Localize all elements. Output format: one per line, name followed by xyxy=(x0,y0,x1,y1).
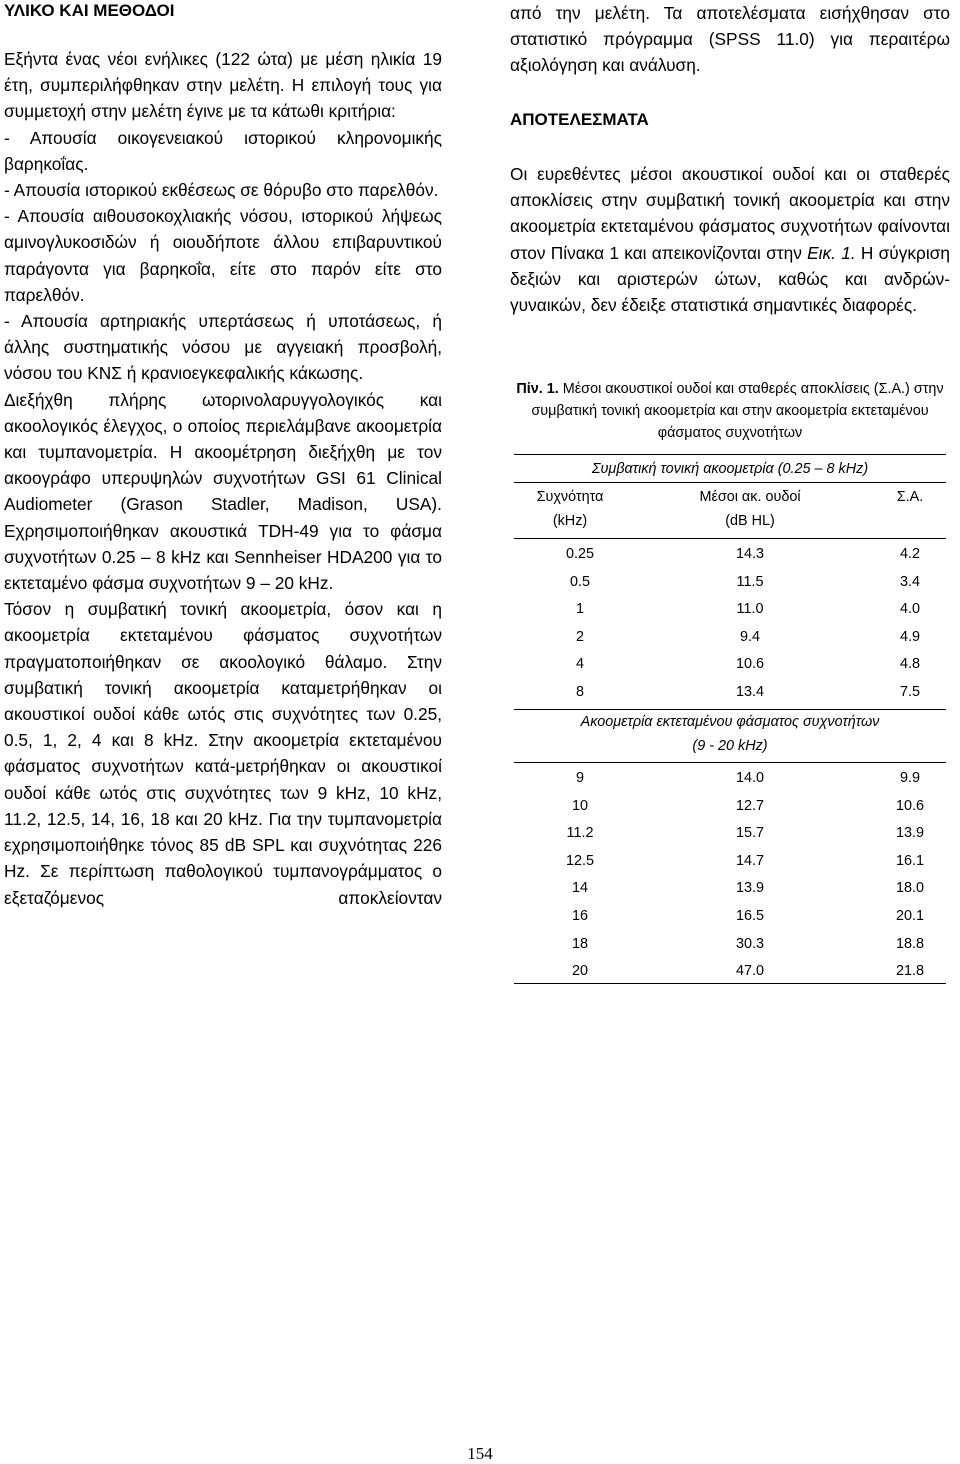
header-line: (dB HL) xyxy=(725,513,775,529)
frequency-cell: 9 xyxy=(575,770,584,786)
mean-threshold-cell: 47.0 xyxy=(735,963,764,980)
mean-threshold-cell: 14.0 xyxy=(735,770,764,786)
methods-paragraph: Διεξήχθη πλήρης ωτορινολαρυγγολογικός και ακοολογικός έλεγχος, ο οποίος περιελάμβανε ακοομετρία και τυμπανομετρία. Η ακοομέτρηση διεξήχθη με τον ακοογράφο υπερυψηλών συχνοτήτων GSI 61 Clinical Audiometer (Grason Stadler, Madison, USA). Εχρησιμοποιήθηκαν ακουστικά TDH-49 για το φάσμα συχνοτήτων 0.25 – 8 kHz και Sennheiser HDA200 για το εκτεταμένο φάσμα συχνοτήτων 9 – 20 kHz. xyxy=(4,389,442,594)
sd-cell: 7.5 xyxy=(899,684,920,700)
table-section-label-extended-range: (9 - 20 kHz) xyxy=(692,738,768,754)
table-caption-label: Πίν. 1. xyxy=(516,381,559,397)
table-rule xyxy=(514,538,946,539)
sd-cell: 18.8 xyxy=(895,935,924,952)
mean-threshold-cell: 12.7 xyxy=(735,797,764,814)
mean-threshold-cell: 13.9 xyxy=(735,880,764,897)
sd-cell: 4.8 xyxy=(899,656,920,673)
figure-reference: Εικ. 1. xyxy=(807,242,856,263)
sd-cell: 4.2 xyxy=(899,546,920,562)
sd-cell: 10.6 xyxy=(895,797,924,814)
frequency-cell: 0.25 xyxy=(565,546,594,562)
table-rule xyxy=(514,482,946,483)
continuation-text: από την μελέτη. Τα αποτελέσματα εισήχθησαν στο στατιστικό πρόγραμμα (SPSS 11.0) για περαιτέρω αξιολόγηση και ανάλυση. xyxy=(510,3,950,76)
frequency-cell: 4 xyxy=(575,656,584,673)
mean-threshold-cell: 9.4 xyxy=(739,628,760,645)
methods-paragraph: Εξήντα ένας νέοι ενήλικες (122 ώτα) με μέση ηλικία 19 έτη, συμπεριλήφθηκαν στην μελέτη. Η επιλογή τους για συμμετοχή στην μελέτη έγινε με τα κάτωθι κριτήρια: xyxy=(4,49,442,122)
sd-cell: 9.9 xyxy=(899,770,920,786)
mean-threshold-cell: 16.5 xyxy=(735,908,764,924)
mean-threshold-cell: 13.4 xyxy=(735,684,764,700)
frequency-cell: 0.5 xyxy=(569,573,590,590)
methods-body xyxy=(4,46,442,911)
sd-cell: 3.4 xyxy=(899,573,920,590)
sd-cell: 4.9 xyxy=(899,628,920,645)
mean-threshold-cell: 14.3 xyxy=(735,546,764,562)
results-paragraph xyxy=(510,161,950,318)
mean-threshold-cell: 30.3 xyxy=(735,935,764,952)
mean-threshold-cell: 11.5 xyxy=(736,573,764,590)
frequency-cell: 18 xyxy=(571,935,588,952)
page-number: 154 xyxy=(467,1444,493,1463)
section-title-methods: ΥΛΙΚΟ ΚΑΙ ΜΕΘΟΔΟΙ xyxy=(4,1,175,20)
frequency-cell: 11.2 xyxy=(566,825,594,842)
criterion-item: - Απουσία αιθουσοκοχλιακής νόσου, ιστορικού λήψεως αμινογλυκοσιδών ή οιουδήποτε άλλου επιβαρυντικού παράγοντα για βαρηκοΐα, είτε στο παρόν είτε στο παρελθόν. xyxy=(4,206,442,305)
table-section-label-conventional: Συμβατική τονική ακοομετρία (0.25 – 8 kHz) xyxy=(591,461,869,477)
table-rule xyxy=(514,709,946,710)
frequency-cell: 2 xyxy=(575,628,584,645)
table-header-sd: Σ.Α. xyxy=(896,489,924,505)
criterion-item: - Απουσία αρτηριακής υπερτάσεως ή υποτάσεως, ή άλλης συστηματικής νόσου με αγγειακή προσβολή, νόσου του ΚΝΣ ή κρανιοεγκεφαλικής κάκωσης. xyxy=(4,311,442,384)
frequency-cell: 20 xyxy=(571,963,588,980)
frequency-cell: 8 xyxy=(575,684,584,700)
mean-threshold-cell: 15.7 xyxy=(735,825,764,842)
table-rule-top xyxy=(514,454,946,455)
results-text-a: Οι ευρεθέντες μέσοι ακουστικοί ουδοί και οι σταθερές αποκλίσεις στην συμβατική τονική ακοομετρία και στην ακοομετρία εκτεταμένου φάσματος συχνοτήτων φαίνονται στον Πίνακα 1 και απεικονίζονται στην xyxy=(510,164,950,263)
frequency-cell: 10 xyxy=(571,797,588,814)
mean-threshold-cell: 11.0 xyxy=(736,601,764,618)
section-title-results: ΑΠΟΤΕΛΕΣΜΑΤΑ xyxy=(510,110,649,129)
sd-cell: 21.8 xyxy=(895,963,924,980)
sd-cell: 4.0 xyxy=(899,601,920,618)
mean-threshold-cell: 14.7 xyxy=(735,852,764,869)
sd-cell: 16.1 xyxy=(895,852,924,869)
table-caption xyxy=(510,378,950,444)
table-section-label-extended: Ακοομετρία εκτεταμένου φάσματος συχνοτήτων xyxy=(580,714,880,730)
criterion-item: - Απουσία οικογενειακού ιστορικού κληρονομικής βαρηκοΐας. xyxy=(4,127,442,174)
frequency-cell: 16 xyxy=(571,908,588,924)
table-header-frequency xyxy=(510,485,630,533)
frequency-cell: 14 xyxy=(571,880,588,897)
sd-cell: 18.0 xyxy=(895,880,924,897)
methods-paragraph: Τόσον η συμβατική τονική ακοομετρία, όσον και η ακοομετρία εκτεταμένου φάσματος συχνοτήτων πραγματοποιήθηκαν σε ακοολογικό θάλαμο. Στην συμβατική τονική ακοομετρία καταμετρήθηκαν οι ακουστικοί ουδοί κάθε ωτός στις συχνότητες των 0.25, 0.5, 1, 2, 4 και 8 kHz. Στην ακοομετρία εκτεταμένου φάσματος συχνοτήτων κατά-μετρήθηκαν οι ακουστικοί ουδοί κάθε ωτός στις συχνότητες των 9 kHz, 10 kHz, 11.2, 12.5, 14, 16, 18 και 20 kHz. Για την τυμπανομετρία εχρησιμοποιήθηκε τόνος 85 dB SPL και συχνότητας 226 Hz. Σε περίπτωση παθολογικού τυμπανογράμματος ο εξεταζόμενος αποκλείονταν xyxy=(4,599,442,908)
frequency-cell: 1 xyxy=(575,601,584,618)
sd-cell: 13.9 xyxy=(895,825,924,842)
table-caption-text: Μέσοι ακουστικοί ουδοί και σταθερές αποκλίσεις (Σ.Α.) στην συμβατική τονική ακοομετρία και στην ακοομετρία εκτεταμένου φάσματος συχνοτήτων xyxy=(531,381,944,441)
table-header-mean-threshold xyxy=(670,485,830,533)
header-line: Συχνότητα xyxy=(536,489,604,505)
sd-cell: 20.1 xyxy=(895,908,924,924)
header-line: (kHz) xyxy=(552,513,588,529)
header-line: Μέσοι ακ. ουδοί xyxy=(699,489,801,505)
criterion-item: - Απουσία ιστορικού εκθέσεως σε θόρυβο στο παρελθόν. xyxy=(4,180,439,201)
table-rule-bottom xyxy=(514,983,946,984)
results-text-b: Η σύγκριση δεξιών και αριστερών ώτων, καθώς και ανδρών-γυναικών, δεν έδειξε στατιστικά σημαντικές διαφορές. xyxy=(510,242,950,316)
frequency-cell: 12.5 xyxy=(565,852,594,869)
mean-threshold-cell: 10.6 xyxy=(735,656,764,673)
table-rule xyxy=(514,762,946,763)
